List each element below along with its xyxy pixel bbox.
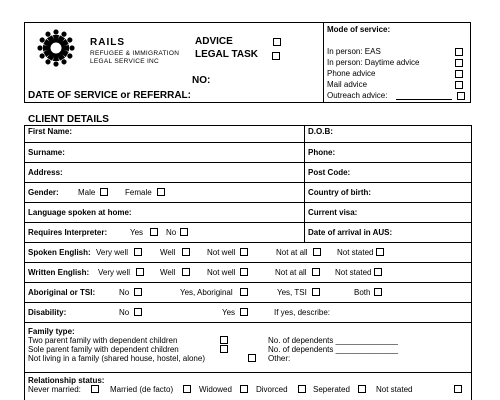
- dob-label: D.O.B:: [308, 127, 333, 136]
- if-yes-describe-label: If yes, describe:: [274, 308, 331, 317]
- interpreter-yes-label: Yes: [130, 228, 144, 237]
- dob-field[interactable]: [336, 126, 470, 141]
- date-arrival-field[interactable]: [400, 224, 470, 241]
- written-not-stated-label: Not stated: [335, 268, 372, 277]
- spoken-well-label: Well: [160, 248, 176, 257]
- widowed-label: Widowed: [199, 385, 232, 394]
- interpreter-no-label: No: [166, 228, 177, 237]
- written-not-well-checkbox[interactable]: [240, 268, 248, 276]
- written-not-at-all-label: Not at all: [275, 268, 307, 277]
- family-two-parent-checkbox[interactable]: [220, 336, 228, 344]
- first-name-field[interactable]: [80, 126, 302, 141]
- married-label: Married (de facto): [110, 385, 174, 394]
- phone-field[interactable]: [336, 144, 470, 161]
- divorced-label: Divorced: [256, 385, 288, 394]
- male-checkbox[interactable]: [100, 188, 108, 196]
- written-well-checkbox[interactable]: [182, 268, 190, 276]
- both-checkbox[interactable]: [374, 288, 382, 296]
- yes-aboriginal-checkbox[interactable]: [240, 288, 248, 296]
- mode-item-mail: Mail advice: [327, 80, 368, 89]
- post-code-label: Post Code:: [308, 168, 351, 177]
- spoken-not-stated-label: Not stated: [337, 248, 374, 257]
- disability-yes-label: Yes: [222, 308, 236, 317]
- surname-label: Surname:: [28, 148, 65, 157]
- org-subtitle-2: LEGAL SERVICE INC: [90, 58, 160, 65]
- widowed-checkbox[interactable]: [240, 385, 248, 393]
- spoken-not-stated-checkbox[interactable]: [376, 248, 384, 256]
- advice-label: ADVICE: [195, 36, 233, 47]
- legal-task-label: LEGAL TASK: [195, 49, 258, 60]
- no-dependents-label-1[interactable]: No. of dependents ______________: [268, 336, 398, 345]
- outreach-underline[interactable]: [396, 99, 452, 100]
- disability-no-checkbox[interactable]: [134, 308, 142, 316]
- separated-label: Seperated: [313, 385, 350, 394]
- never-married-label: Never married:: [28, 385, 81, 394]
- date-arrival-label: Date of arrival in AUS:: [308, 228, 393, 237]
- post-code-field[interactable]: [356, 164, 470, 181]
- spoken-not-well-checkbox[interactable]: [240, 248, 248, 256]
- male-label: Male: [78, 188, 96, 197]
- yes-aboriginal-label: Yes, Aboriginal: [180, 288, 233, 297]
- advice-checkbox[interactable]: [273, 38, 281, 46]
- mode-item-eas: In person: EAS: [327, 47, 381, 56]
- written-very-well-label: Very well: [98, 268, 131, 277]
- spoken-very-well-checkbox[interactable]: [134, 248, 142, 256]
- family-not-living-checkbox[interactable]: [248, 354, 256, 362]
- yes-tsi-checkbox[interactable]: [312, 288, 320, 296]
- interpreter-no-checkbox[interactable]: [180, 228, 188, 236]
- family-sole-parent-checkbox[interactable]: [220, 345, 228, 353]
- mode-item-outreach: Outreach advice:: [327, 91, 388, 100]
- mode-item-daytime: In person: Daytime advice: [327, 58, 420, 67]
- gender-label: Gender:: [28, 188, 59, 197]
- divorced-checkbox[interactable]: [298, 385, 306, 393]
- written-not-at-all-checkbox[interactable]: [312, 268, 320, 276]
- country-of-birth-field[interactable]: [378, 184, 470, 201]
- address-label: Address:: [28, 168, 63, 177]
- written-english-label: Written English:: [28, 268, 90, 277]
- org-subtitle-1: REFUGEE & IMMIGRATION: [90, 50, 180, 57]
- requires-interpreter-label: Requires Interpreter:: [28, 228, 108, 237]
- spoken-very-well-label: Very well: [96, 248, 129, 257]
- spoken-not-at-all-checkbox[interactable]: [313, 248, 321, 256]
- no-dependents-label-2[interactable]: No. of dependents ______________: [268, 345, 398, 354]
- written-not-well-label: Not well: [207, 268, 236, 277]
- spoken-well-checkbox[interactable]: [182, 248, 190, 256]
- spoken-not-at-all-label: Not at all: [276, 248, 308, 257]
- aboriginal-no-checkbox[interactable]: [134, 288, 142, 296]
- disability-label: Disability:: [28, 308, 67, 317]
- never-married-checkbox[interactable]: [91, 385, 99, 393]
- written-very-well-checkbox[interactable]: [136, 268, 144, 276]
- family-type-label: Family type:: [28, 327, 75, 336]
- mode-mail-checkbox[interactable]: [455, 81, 463, 89]
- aboriginal-label: Aboriginal or TSI:: [28, 288, 96, 297]
- rel-not-stated-label: Not stated: [376, 385, 413, 394]
- written-not-stated-checkbox[interactable]: [374, 268, 382, 276]
- disability-describe-field[interactable]: [336, 304, 470, 321]
- both-label: Both: [354, 288, 371, 297]
- language-label: Language spoken at home:: [28, 208, 132, 217]
- phone-label: Phone:: [308, 148, 336, 157]
- client-details-title: CLIENT DETAILS: [28, 114, 109, 125]
- current-visa-label: Current visa:: [308, 208, 358, 217]
- interpreter-yes-checkbox[interactable]: [150, 228, 158, 236]
- org-name: RAILS: [90, 37, 125, 48]
- surname-field[interactable]: [70, 144, 302, 161]
- legal-task-checkbox[interactable]: [272, 52, 280, 60]
- relationship-status-label: Relationship status:: [28, 376, 105, 385]
- current-visa-field[interactable]: [365, 204, 470, 221]
- mode-outreach-checkbox[interactable]: [457, 92, 465, 100]
- mode-title: Mode of service:: [327, 25, 391, 34]
- other-label: Other:: [268, 354, 291, 363]
- family-not-living-label: Not living in a family (shared house, hostel, alone): [28, 354, 205, 363]
- other-field[interactable]: [296, 353, 466, 363]
- no-label: NO:: [192, 75, 211, 86]
- first-name-label: First Name:: [28, 127, 73, 136]
- address-field[interactable]: [70, 164, 302, 181]
- married-checkbox[interactable]: [183, 385, 191, 393]
- mode-daytime-checkbox[interactable]: [455, 59, 463, 67]
- country-of-birth-label: Country of birth:: [308, 188, 372, 197]
- date-of-service-label: DATE OF SERVICE or REFERRAL:: [28, 90, 191, 101]
- aboriginal-no-label: No: [119, 288, 130, 297]
- spoken-english-label: Spoken English:: [28, 248, 91, 257]
- female-checkbox[interactable]: [157, 188, 165, 196]
- rel-not-stated-checkbox[interactable]: [454, 385, 462, 393]
- disability-yes-checkbox[interactable]: [240, 308, 248, 316]
- rails-logo-icon: [27, 26, 85, 76]
- language-field[interactable]: [140, 204, 302, 221]
- disability-no-label: No: [119, 308, 130, 317]
- separated-checkbox[interactable]: [358, 385, 366, 393]
- mode-phone-checkbox[interactable]: [455, 70, 463, 78]
- mode-eas-checkbox[interactable]: [455, 48, 463, 56]
- yes-tsi-label: Yes, TSI: [277, 288, 307, 297]
- spoken-not-well-label: Not well: [207, 248, 236, 257]
- written-well-label: Well: [160, 268, 176, 277]
- female-label: Female: [125, 188, 152, 197]
- mode-item-phone: Phone advice: [327, 69, 376, 78]
- family-sole-parent-label: Sole parent family with dependent children: [28, 345, 179, 354]
- family-two-parent-label: Two parent family with dependent children: [28, 336, 178, 345]
